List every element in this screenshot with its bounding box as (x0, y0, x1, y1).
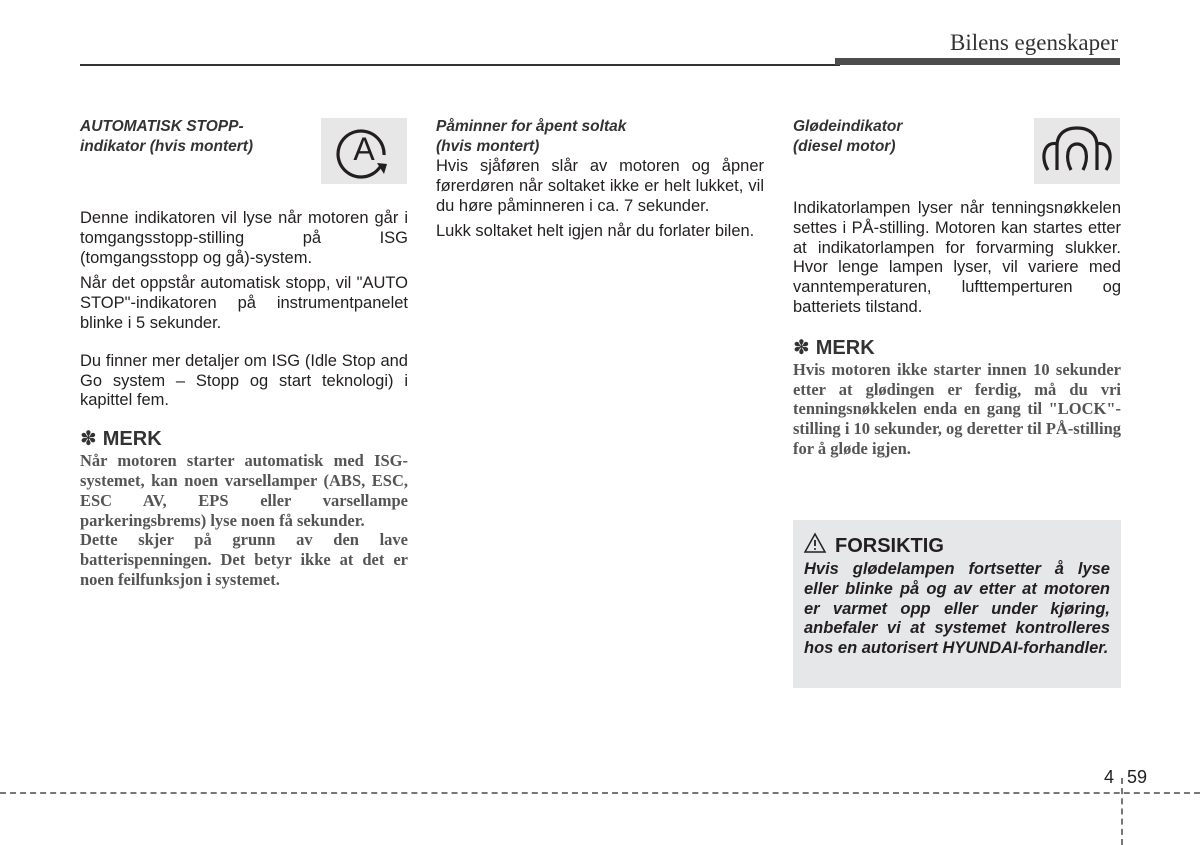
note-heading: ✽ MERK (793, 336, 875, 359)
page-number: 59 (1127, 767, 1148, 787)
section-heading: Påminner for åpent soltak (hvis montert) (436, 118, 627, 155)
header-rule-thin (80, 64, 840, 66)
note-text: Når motoren starter automatisk med ISG-systemet, kan noen varsellamper (ABS, ESC, ESC AV, EPS eller varsellampe parkeringsbrems) lyse noen få sekunder. (80, 451, 408, 530)
caution-text: Hvis glødelampen fortsetter å lyse eller blinke på og av etter at motoren er varmet opp eller under kjøring, anbefaler vi at systemet kontrolleres hos en autorisert HYUNDAI-forhandler. (804, 560, 1110, 658)
header-rule-thick (835, 58, 1120, 65)
note-text: Hvis motoren ikke starter innen 10 sekunder etter at glødingen er ferdig, må du vri tenningsnøkkelen enda en gang til "LOCK"-stilling i 10 sekunder, og deretter til PÅ-stilling for å gløde igjen. (793, 359, 1121, 458)
paragraph: Lukk soltaket helt igjen når du forlater bilen. (436, 222, 755, 241)
section-heading: Glødeindikator (diesel motor) (793, 118, 903, 155)
note-text: Dette skjer på grunn av den lave batterispenningen. Det betyr ikke at det er noen feilfunksjon i systemet. (80, 530, 408, 589)
chapter-number: 4 (1104, 767, 1115, 787)
column-glow-indicator (793, 117, 1121, 459)
footer-divider (0, 792, 1200, 794)
paragraph: Denne indikatoren vil lyse når motoren går i tomgangsstopp-stilling på ISG (tomgangsstopp og gå)-system. (80, 209, 408, 267)
page-header-title: Bilens egenskaper (950, 30, 1118, 55)
note-heading: ✽ MERK (80, 428, 162, 451)
warning-triangle-icon (803, 532, 827, 560)
paragraph: Hvis sjåføren slår av motoren og åpner førerdøren når soltaket ikke er helt lukket, vil du høre påminneren i ca. 7 sekunder. (436, 157, 764, 215)
paragraph: Når det oppstår automatisk stopp, vil "AUTO STOP"-indikatoren på instrumentpanelet blinke i 5 sekunder. (80, 274, 408, 332)
paragraph: Indikatorlampen lyser når tenningsnøkkelen settes i PÅ-stilling. Motoren kan startes etter at indikatorlampen for forvarming slukker. Hvor lenge lampen lyser, vil variere med vanntemperaturen, lufttemperturen og batteriets tilstand. (793, 199, 1121, 316)
note-star-icon: ✽ (80, 428, 97, 451)
section-heading: AUTOMATISK STOPP- indikator (hvis montert) (80, 118, 254, 155)
note-star-icon: ✽ (793, 336, 810, 359)
caution-box (793, 520, 1121, 688)
column-auto-stop (80, 117, 408, 590)
footer-vertical-divider (1121, 778, 1123, 845)
paragraph: Du finner mer detaljer om ISG (Idle Stop and Go system – Stopp og start teknologi) i kapittel fem. (80, 351, 408, 410)
caution-heading: FORSIKTIG (803, 532, 944, 560)
svg-text:A: A (353, 131, 375, 167)
column-sunroof-reminder (436, 117, 764, 248)
